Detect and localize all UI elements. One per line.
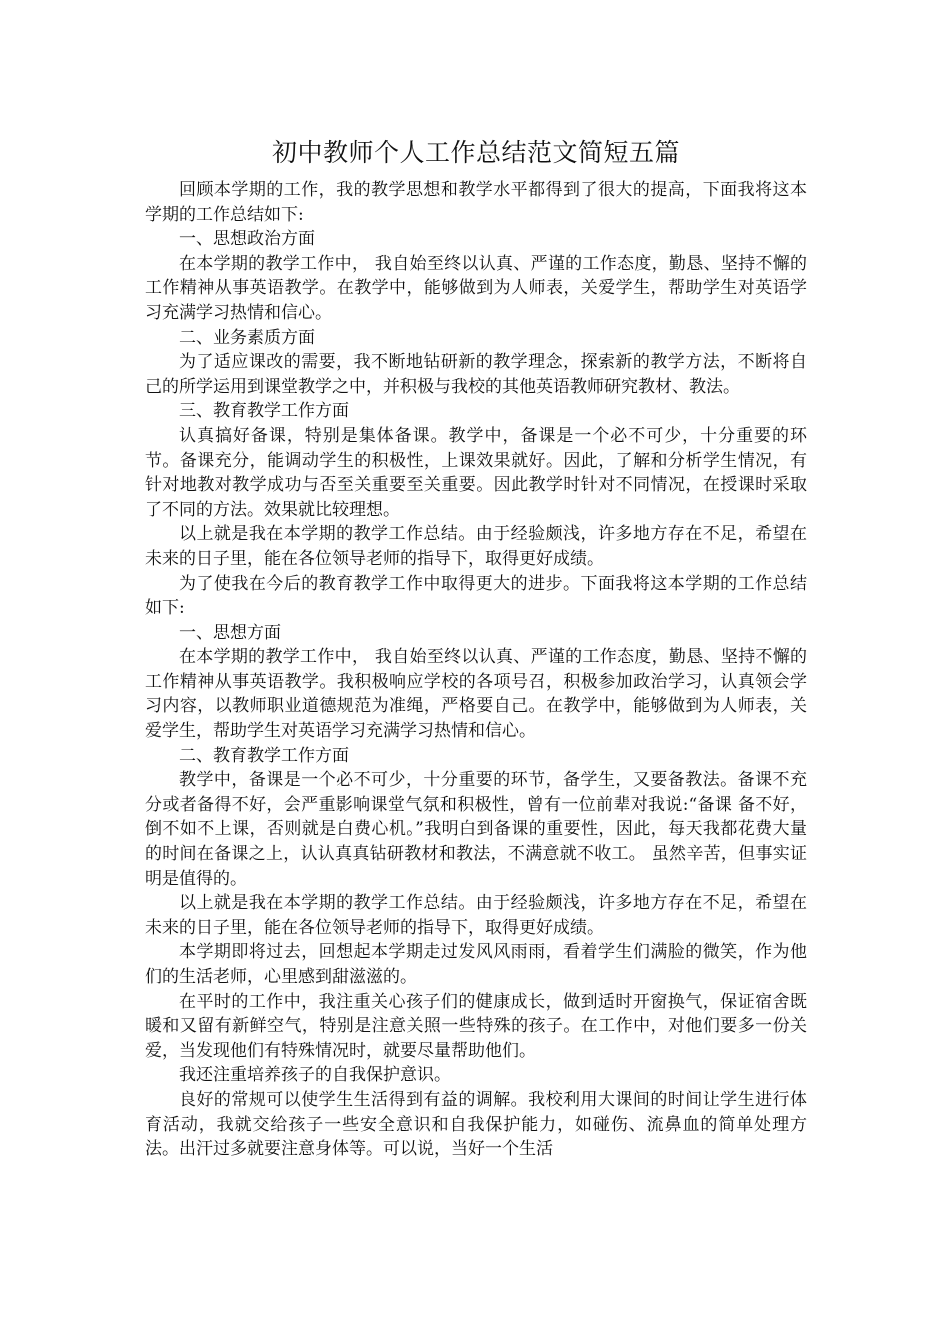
paragraph: 本学期即将过去，回想起本学期走过发风风雨雨，看着学生们满脸的微笑，作为他们的生活老师，心里感到甜滋滋的。	[145, 942, 807, 987]
paragraph: 在平时的工作中，我注重关心孩子们的健康成长，做到适时开窗换气，保证宿舍既暖和又留有新鲜空气，特别是注意关照一些特殊的孩子。在工作中，对他们要多一份关爱，当发现他们有特殊情况时，就要尽量帮助他们。	[145, 991, 807, 1061]
document-title: 初中教师个人工作总结范文简短五篇	[271, 138, 680, 167]
section-heading: 三、教育教学工作方面	[179, 401, 349, 422]
paragraph: 以上就是我在本学期的教学工作总结。由于经验颇浅，许多地方存在不足，希望在未来的日子里，能在各位领导老师的指导下，取得更好成绩。	[145, 524, 807, 569]
section-heading: 二、业务素质方面	[179, 327, 315, 348]
section-heading: 一、思想方面	[179, 622, 281, 643]
section-heading: 二、教育教学工作方面	[179, 745, 349, 766]
section-heading: 一、思想政治方面	[179, 229, 315, 250]
paragraph: 为了使我在今后的教育教学工作中取得更大的进步。下面我将这本学期的工作总结如下:	[145, 573, 807, 619]
paragraph: 为了适应课改的需要，我不断地钻研新的教学理念，探索新的教学方法，不断将自己的所学运用到课堂教学之中，并积极与我校的其他英语教师研究教材、教法。	[145, 352, 807, 397]
paragraph: 教学中，备课是一个必不可少，十分重要的环节，备学生，又要备教法。备课不充分或者备得不好，会严重影响课堂气氛和积极性，曾有一位前辈对我说:“备课 备不好，倒不如不上课，否则就是白费心机。”我明白到备课的重要性，因此，每天我都花费大量的时间在备课之上，认认真真钻研教材和教法，不满意就不收工。 虽然辛苦，但事实证明是值得的。	[145, 770, 807, 889]
paragraph: 在本学期的教学工作中， 我自始至终以认真、严谨的工作态度，勤恳、坚持不懈的工作精神从事英语教学。在教学中，能够做到为人师表，关爱学生，帮助学生对英语学习充满学习热情和信心。	[145, 253, 807, 323]
paragraph: 以上就是我在本学期的教学工作总结。由于经验颇浅，许多地方存在不足，希望在未来的日子里，能在各位领导老师的指导下，取得更好成绩。	[145, 893, 807, 938]
paragraph: 回顾本学期的工作，我的教学思想和教学水平都得到了很大的提高，下面我将这本学期的工作总结如下:	[145, 180, 807, 225]
document-page	[145, 136, 807, 1162]
document-body	[145, 178, 807, 1162]
paragraph: 在本学期的教学工作中， 我自始至终以认真、严谨的工作态度，勤恳、坚持不懈的工作精神从事英语教学。我积极响应学校的各项号召，积极参加政治学习，认真领会学习内容，以教师职业道德规范为准绳，严格要自己。在教学中，能够做到为人师表，关爱学生，帮助学生对英语学习充满学习热情和信心。	[145, 647, 807, 742]
paragraph: 认真搞好备课，特别是集体备课。教学中，备课是一个必不可少，十分重要的环节。备课充分，能调动学生的积极性，上课效果就好。因此，了解和分析学生情况，有针对地教对教学成功与否至关重要至关重要。因此教学时针对不同情况，在授课时采取了不同的方法。效果就比较理想。	[145, 425, 807, 520]
paragraph: 良好的常规可以使学生生活得到有益的调解。我校利用大课间的时间让学生进行体育活动，我就交给孩子一些安全意识和自我保护能力，如碰伤、流鼻血的简单处理方法。出汗过多就要注意身体等。可以说，当好一个生活	[145, 1089, 807, 1160]
paragraph: 我还注重培养孩子的自我保护意识。	[179, 1065, 451, 1086]
